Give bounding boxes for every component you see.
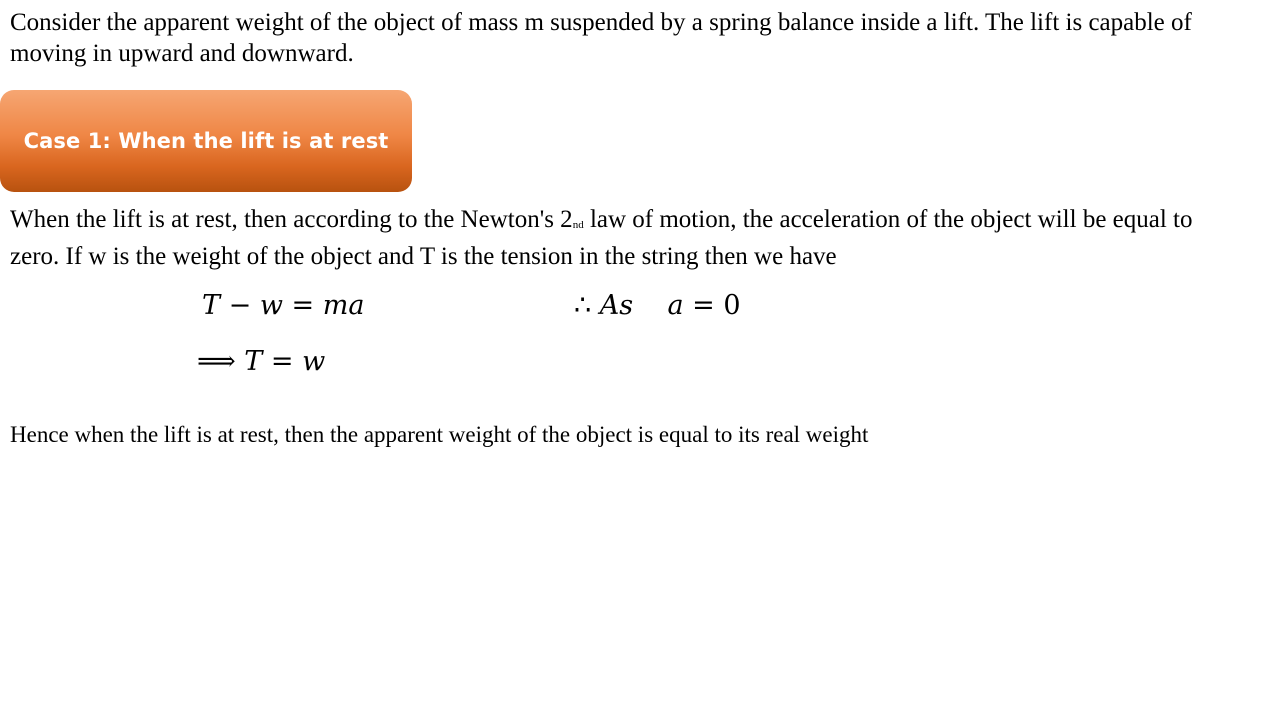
ordinal-suffix: nd [572, 219, 584, 231]
case-1-line-1-start: When the lift is at rest, then according to the Newton's 2 [10, 206, 573, 233]
number-zero: 0 [723, 290, 741, 321]
case-1-line-1-end: law of motion, the acceleration of the object will be equal to [583, 206, 1193, 233]
intro-line-1: Consider the apparent weight of the object of mass m suspended by a spring balance inside a lift. The lift is capable of [10, 9, 1192, 36]
symbol-w: w [302, 346, 326, 377]
case-1-paragraph [10, 204, 1193, 272]
case-1-banner [0, 90, 412, 192]
symbol-w: w [259, 290, 283, 321]
equation-acceleration-zero [574, 290, 741, 322]
spacer [633, 290, 667, 321]
word-as: As [599, 290, 634, 321]
operator-equals: = [282, 290, 323, 321]
symbol-T: T [202, 290, 221, 321]
operator-equals: = [683, 290, 724, 321]
operator-minus: − [220, 290, 260, 321]
equation-tension-minus-weight [202, 290, 364, 322]
intro-line-2: moving in upward and downward. [10, 40, 354, 67]
conclusion-paragraph: Hence when the lift is at rest, then the apparent weight of the object is equal to its real weight [10, 422, 869, 447]
symbol-a: a [667, 290, 684, 321]
intro-paragraph [10, 7, 1192, 69]
case-1-banner-label: Case 1: When the lift is at rest [23, 129, 389, 153]
symbol-ma: ma [322, 290, 365, 321]
case-1-line-2: zero. If w is the weight of the object and T is the tension in the string then we have [10, 243, 837, 270]
equation-tension-equals-weight [197, 346, 325, 378]
symbol-T: T [244, 346, 263, 377]
therefore-symbol: ∴ [574, 290, 600, 321]
case-1-line-1 [10, 204, 1193, 241]
implies-arrow: ⟹ [197, 346, 245, 377]
operator-equals: = [262, 346, 303, 377]
